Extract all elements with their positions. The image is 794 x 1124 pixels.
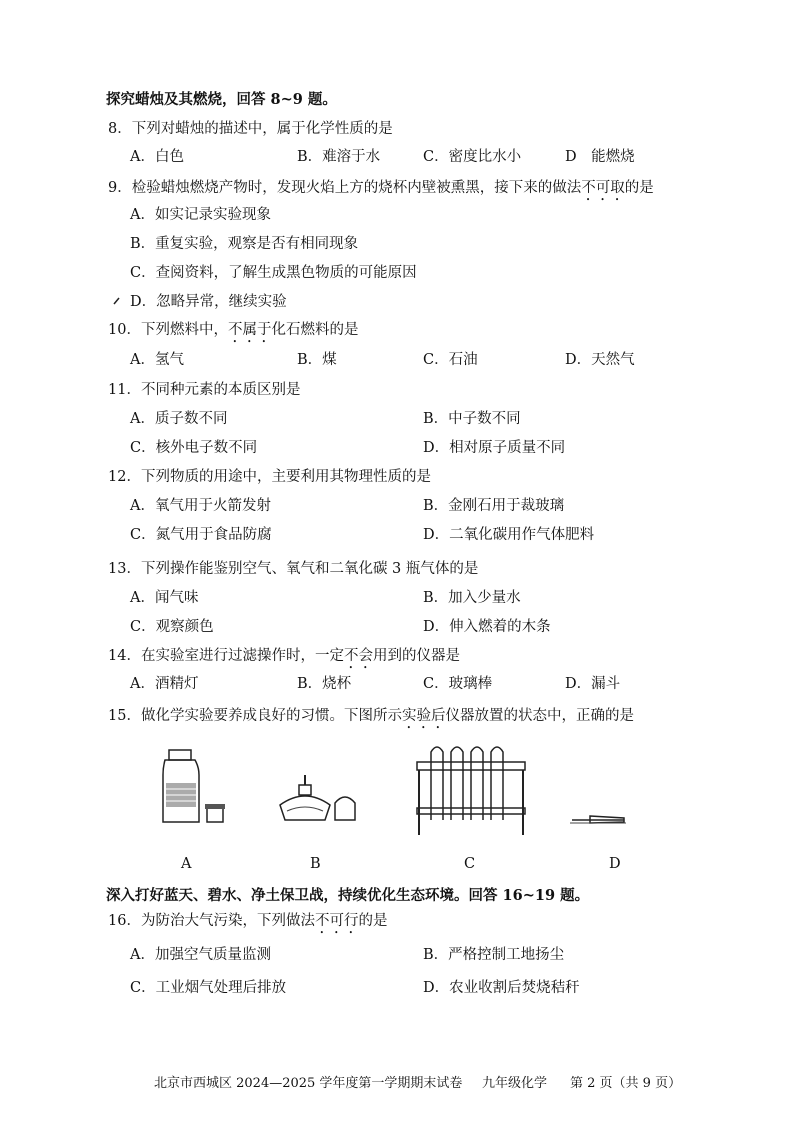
q14-option-b: B．烧杯: [297, 676, 352, 692]
q10-option-b: B．煤: [297, 352, 337, 368]
section-intro-candle: 探究蜡烛及其燃烧，回答 8~9 题。: [106, 91, 337, 108]
q14-option-a: A．酒精灯: [130, 676, 199, 692]
pen-mark: [112, 296, 122, 306]
q9-option-d: D．忽略异常，继续实验: [130, 294, 287, 310]
figure-a-reagent-bottle: [155, 745, 235, 825]
footer-page-number: 第 2 页（共 9 页）: [570, 1076, 682, 1091]
q9-option-b: B．重复实验，观察是否有相同现象: [130, 236, 359, 252]
question-10-stem: 10．下列燃料中，不属于化石燃料的是: [108, 322, 359, 338]
q8-option-a: A．白色: [130, 149, 184, 165]
q8-option-b: B．难溶于水: [297, 149, 381, 165]
question-13-stem: 13．下列操作能鉴别空气、氧气和二氧化碳 3 瓶气体的是: [108, 561, 479, 577]
q14-option-c: C．玻璃棒: [423, 676, 493, 692]
q8-option-d: D 能燃烧: [565, 149, 635, 165]
q8-option-c: C．密度比水小: [423, 149, 522, 165]
figure-label-d: D: [609, 856, 621, 872]
q9-option-a: A．如实记录实验现象: [130, 207, 271, 223]
q13-option-b: B．加入少量水: [423, 590, 521, 606]
q11-option-a: A．质子数不同: [130, 411, 228, 427]
q16-option-a: A．加强空气质量监测: [130, 947, 271, 963]
q13-option-c: C．观察颜色: [130, 619, 214, 635]
figure-label-b: B: [310, 856, 321, 872]
q11-option-c: C．核外电子数不同: [130, 440, 258, 456]
question-11-stem: 11．不同种元素的本质区别是: [108, 382, 301, 398]
footer-exam-title: 北京市西城区 2024—2025 学年度第一学期期末试卷: [154, 1076, 463, 1091]
q10-option-a: A．氢气: [130, 352, 184, 368]
figure-b-alcohol-lamp: [275, 765, 365, 825]
question-16-stem: 16．为防治大气污染，下列做法不可行的是: [108, 913, 388, 929]
q13-option-a: A．闻气味: [130, 590, 199, 606]
q10-option-d: D．天然气: [565, 352, 635, 368]
q12-option-b: B．金刚石用于裁玻璃: [423, 498, 565, 514]
figure-label-a: A: [181, 856, 192, 872]
q16-option-d: D．农业收割后焚烧秸秆: [423, 980, 580, 996]
figure-label-c: C: [464, 856, 476, 872]
q13-option-d: D．伸入燃着的木条: [423, 619, 551, 635]
question-9-stem: 9．检验蜡烛燃烧产物时，发现火焰上方的烧杯内壁被熏黑，接下来的做法不可取的是: [108, 180, 654, 196]
q16-option-c: C．工业烟气处理后排放: [130, 980, 287, 996]
q16-option-b: B．严格控制工地扬尘: [423, 947, 565, 963]
question-12-stem: 12．下列物质的用途中，主要利用其物理性质的是: [108, 469, 431, 485]
q10-option-c: C．石油: [423, 352, 478, 368]
question-15-stem: 15．做化学实验要养成良好的习惯。下图所示实验后仪器放置的状态中，正确的是: [108, 708, 634, 724]
q12-option-d: D．二氧化碳用作气体肥料: [423, 527, 595, 543]
q14-option-d: D．漏斗: [565, 676, 621, 692]
q11-option-b: B．中子数不同: [423, 411, 521, 427]
q12-option-a: A．氧气用于火箭发射: [130, 498, 271, 514]
q11-option-d: D．相对原子质量不同: [423, 440, 566, 456]
section-intro-environment: 深入打好蓝天、碧水、净土保卫战，持续优化生态环境。回答 16~19 题。: [106, 887, 590, 904]
footer-subject: 九年级化学: [482, 1076, 548, 1091]
figure-d-dropper: [570, 810, 630, 830]
q12-option-c: C．氮气用于食品防腐: [130, 527, 272, 543]
question-8-stem: 8．下列对蜡烛的描述中，属于化学性质的是: [108, 121, 393, 137]
question-14-stem: 14．在实验室进行过滤操作时，一定不会用到的仪器是: [108, 648, 460, 664]
figure-c-test-tube-rack: [415, 740, 527, 835]
q9-option-c: C．查阅资料，了解生成黑色物质的可能原因: [130, 265, 417, 281]
